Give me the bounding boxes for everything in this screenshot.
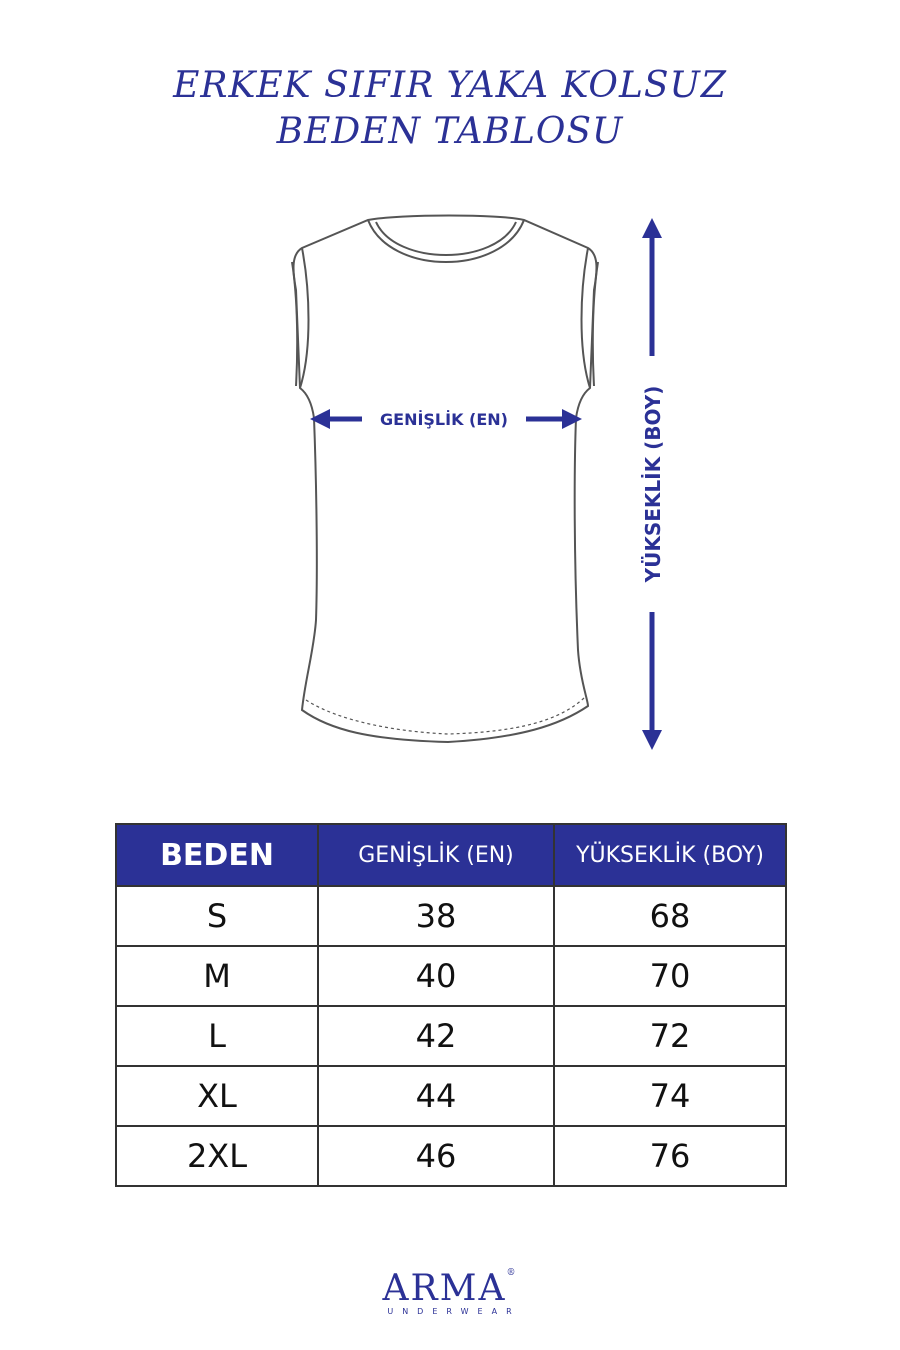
registered-mark: ® bbox=[506, 1268, 518, 1278]
width-cell: 44 bbox=[318, 1066, 554, 1126]
height-cell: 76 bbox=[554, 1126, 786, 1186]
height-cell: 74 bbox=[554, 1066, 786, 1126]
width-cell: 46 bbox=[318, 1126, 554, 1186]
brand-name: ARMA bbox=[382, 1268, 507, 1309]
page-title-line-2: BEDEN TABLOSU bbox=[276, 111, 624, 152]
size-table bbox=[115, 823, 787, 1187]
header-height: YÜKSEKLİK (BOY) bbox=[554, 824, 786, 886]
header-size: BEDEN bbox=[116, 824, 318, 886]
size-cell: XL bbox=[116, 1066, 318, 1126]
brand-tagline: UNDERWEAR bbox=[387, 1307, 521, 1316]
width-cell: 42 bbox=[318, 1006, 554, 1066]
height-cell: 70 bbox=[554, 946, 786, 1006]
table-row bbox=[116, 946, 786, 1006]
table-row bbox=[116, 1126, 786, 1186]
width-label: GENİŞLİK (EN) bbox=[380, 410, 508, 429]
table-row bbox=[116, 886, 786, 946]
tank-top-outline-icon bbox=[292, 216, 598, 743]
size-cell: L bbox=[116, 1006, 318, 1066]
table-header-row bbox=[116, 824, 786, 886]
size-cell: 2XL bbox=[116, 1126, 318, 1186]
size-cell: M bbox=[116, 946, 318, 1006]
width-cell: 40 bbox=[318, 946, 554, 1006]
page-title-line-1: ERKEK SIFIR YAKA KOLSUZ bbox=[173, 65, 727, 106]
size-cell: S bbox=[116, 886, 318, 946]
height-cell: 68 bbox=[554, 886, 786, 946]
height-cell: 72 bbox=[554, 1006, 786, 1066]
width-cell: 38 bbox=[318, 886, 554, 946]
table-row bbox=[116, 1066, 786, 1126]
height-label: YÜKSEKLİK (BOY) bbox=[641, 385, 665, 583]
brand-logo bbox=[0, 1268, 900, 1316]
header-width: GENİŞLİK (EN) bbox=[318, 824, 554, 886]
table-row bbox=[116, 1006, 786, 1066]
